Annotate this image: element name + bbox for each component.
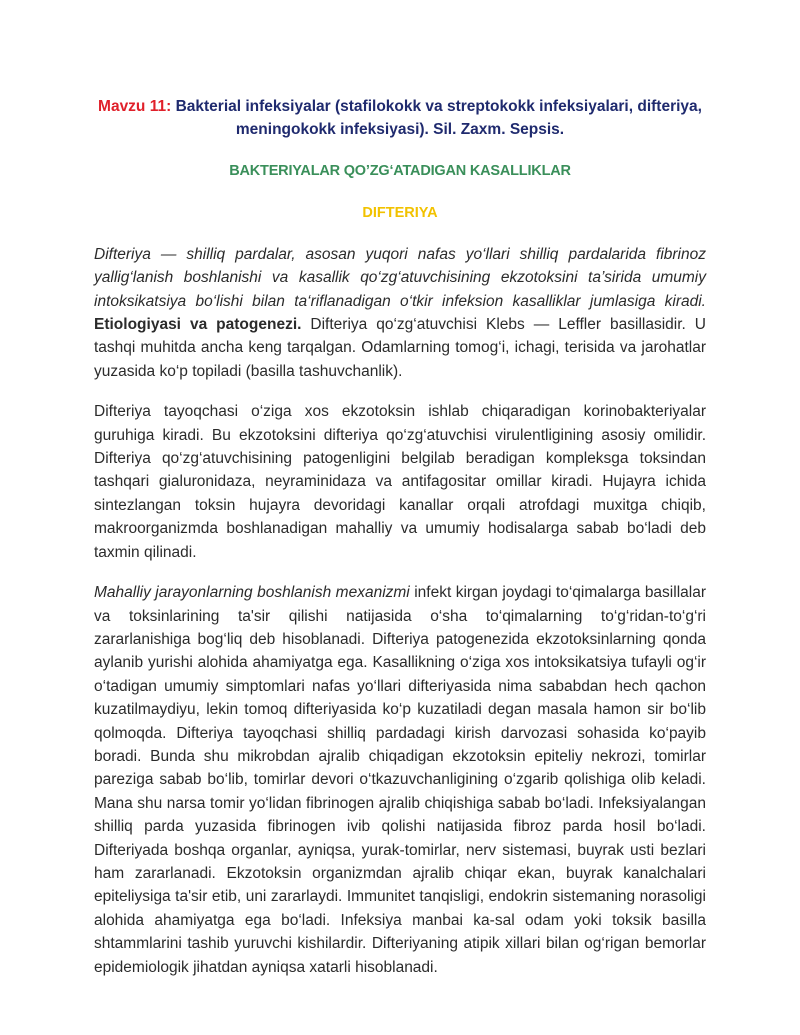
etiology-label: Etiologiyasi va patogenezi.	[94, 316, 302, 334]
mechanism-lead: Mahalliy jarayonlarning boshlanish mexanizmi	[94, 584, 410, 602]
sub-heading: DIFTERIYA	[362, 205, 438, 222]
page-title	[94, 95, 706, 141]
definition-text: Difteriya — shilliq pardalar, asosan yuqori nafas yo‘llari shilliq pardalarida fibrinoz yallig‘lanish boshlanishi va kasallik qo‘zg‘atuvchisining ekzotoksini ta’sirida umumiy intoksikatsiya bo‘lishi bilan ta‘riflanadigan o‘tkir infeksion kasalliklar jumlasiga kiradi.	[94, 245, 706, 310]
paragraph-1	[94, 243, 706, 383]
section-heading: BAKTERIYALAR QO’ZG‘ATADIGAN KASALLIKLAR	[229, 163, 571, 179]
paragraph-2-text: Difteriya tayoqchasi o‘ziga xos ekzotoksin ishlab chiqaradigan korinobakteriyalar guruhiga kiradi. Bu ekzotoksini difteriya qo‘zg‘atuvchisi virulentligining asosiy omilidir. Difteriya qo‘zg‘atuvchisining patogenligini belgilab beradigan kompleksga toksindan tashqari gialuronidaza, neyraminidaza va antifagositar omillar kiradi. Hujayra ichida sintezlangan toksin hujayra devoridagi kanallar orqali atrofdagi muxitga chiqib, makroorganizmda boshlanadigan mahalliy va umumiy hodisalarga sabab bo‘ladi deb taxmin qilinadi.	[94, 403, 706, 561]
paragraph-3	[94, 581, 706, 979]
title-text: Bakterial infeksiyalar (stafilokokk va streptokokk infeksiyalari, difteriya, meningokokk infeksiyasi). Sil. Zaxm. Sepsis.	[175, 98, 702, 138]
paragraph-1-text: Difteriya qo‘zg‘atuvchisi Klebs — Leffler basillasidir. U tashqi muhitda ancha keng tarqalgan. Odamlarning tomog‘i, ichagi, terisida va jarohatlar yuzasida ko‘p topiladi (basilla tashuvchanlik).	[94, 316, 706, 380]
paragraph-3-text: infekt kirgan joydagi to‘qimalarga basillalar va toksinlarining ta'sir qilishi natijasida o‘sha to‘qimalarning to‘g‘ridan-to‘g‘ri zararlanishiga bog‘liq deb hisoblanadi. Difteriya patogenezida ekzotoksinlarning qonda aylanib yurishi alohida ahamiyatga ega. Kasallikning o‘ziga xos intoksikatsiya tufayli og‘ir o‘tadigan umumiy simptomlari nafas yo‘llari difteriyasida nima sababdan hech qachon kuzatilmaydiyu, lekin tomoq difteriyasida ko‘p kuzatiladi degan masala hamon sir bo‘lib qolmoqda. Difteriya tayoqchasi shilliq pardadagi kirish darvozasi sohasida ko‘payib boradi. Bunda shu mikrobdan ajralib chiqadigan ekzotoksin epiteliy nekrozi, tomirlar pareziga sabab bo‘lib, tomirlar devori o‘tkazuvchanligining o‘zgarib qolishiga olib keladi. Mana shu narsa tomir yo‘lidan fibrinogen ajralib chiqishiga sabab bo‘ladi. Infeksiyalangan shilliq parda yuzasida fibrinogen ivib qolishi natijasida fibroz parda hosil bo‘ladi. Difteriyada boshqa organlar, ayniqsa, yurak-tomirlar, nerv sistemasi, buyrak usti bezlari ham zararlanadi. Ekzotoksin organizmdan ajralib chiqar ekan, buyrak kanalchalari epiteliysiga ta'sir etib, uni zararlaydi. Immunitet tanqisligi, endokrin sistemaning norasoligi alohida ahamiyatga ega bo‘ladi. Infeksiya manbai ka-sal odam yoki toksik basilla shtammlarini tashib yuruvchi kishilardir. Difteriyaning atipik xillari bilan og‘rigan bemorlar epidemiologik jihatdan ayniqsa xatarli hisoblanadi.	[94, 584, 706, 976]
document-page	[94, 95, 706, 979]
paragraph-2	[94, 400, 706, 564]
topic-label: Mavzu 11:	[98, 98, 172, 115]
